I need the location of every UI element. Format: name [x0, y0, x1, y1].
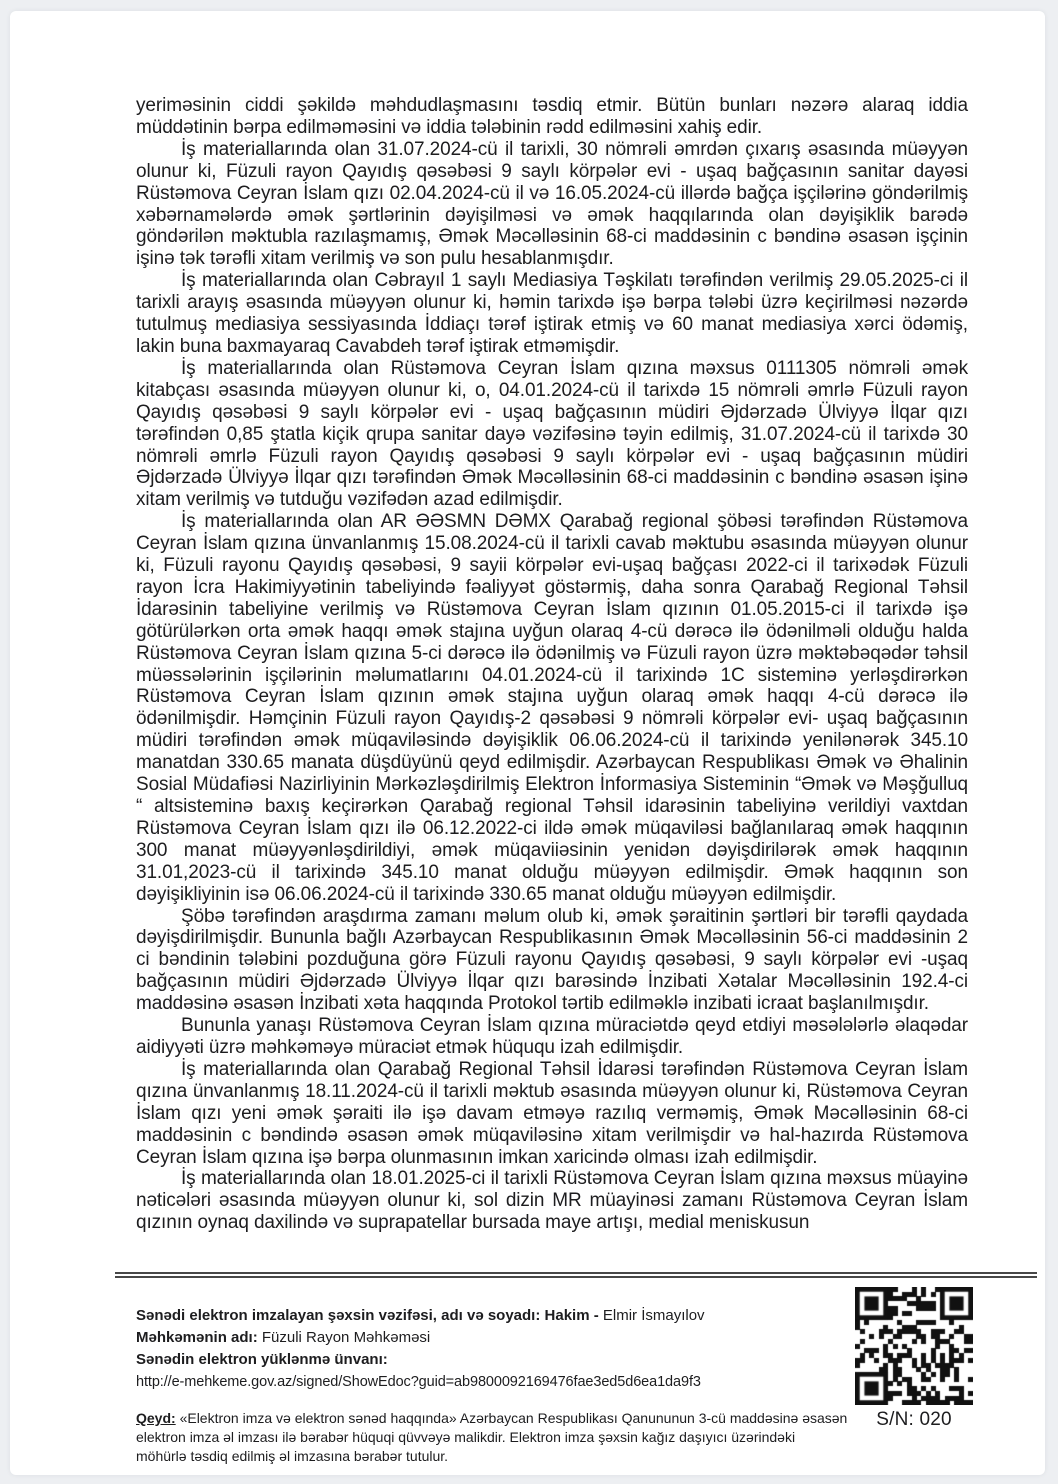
paragraph: İş materiallarında olan AR ƏƏSMN DƏMX Qarabağ regional şöbəsi tərəfindən Rüstəmova Ceyran İslam qızına ünvanlanmış 15.08.2024-cü il tarixli cavab məktubu əsasında müəyyən olunur ki, Füzuli rayonu Qayıdış qəsəbəsi, 9 sayii körpələr evi-uşaq bağçası 2022-ci il tarixədək Füzuli rayon İcra Hakimiyyətinin tabeliyində fəaliyyət göstərmiş, daha sonra Qarabağ Regional Təhsil İdarəsinin tabeliyine verilmiş və Rüstəmova Ceyran İslam qızının 01.05.2015-ci il tarixdə işə götürülərkən orta əmək haqqı əmək stajına uyğun olaraq 4-cü dərəcə ilə ödənilməli olduğu halda Rüstəmova Ceyran İslam qızına 5-ci dərəcə ilə ödənilmiş və Füzuli rayon üzrə məktəbəqədər təhsil müəssələrinin işçilərinin məlumatlarını 04.01.2024-cü il tarixində 1C sisteminə yerləşdirərkən Rüstəmova Ceyran İslam qızının əmək stajına uyğun olaraq əmək haqqı 4-cü dərəcə ilə ödənilmişdir. Həmçinin Füzuli rayon Qayıdış-2 qəsəbəsi 9 nömrəli körpələr evi- uşaq bağçasının müdiri tərəfindən əmək müqaviləsində dəyişiklik 06.06.2024-cü il tarixində yenilənərək 345.10 manatdan 330.65 manata düşdüyünü qeyd edilmişdir. Azərbaycan Respublikası Əmək və Əhalinin Sosial Müdafiəsi Nazirliyinin Mərkəzləşdirilmiş Elektron İnformasiya Sisteminin “Əmək və Məşğulluq “ altsisteminə baxış keçirərkən Qarabağ regional Təhsil idarəsinin tabeliyinə verildiyi vaxtdan Rüstəmova Ceyran İslam qızı ilə 06.12.2022-ci ildə əmək müqaviləsi bağlanılaraq əmək haqqının 300 manat müəyyənləşdirildiyi, əmək müqaviiəsinin yenidən dəyişdirilərək əmək haqqının 31.01,2023-cü il tarixində 345.10 manat olduğu müəyyən edilmişdir. Əmək haqqının son dəyişikliyinin isə 06.06.2024-cü il tarixində 330.65 manat olduğu müəyyən edilmişdir.: [136, 511, 968, 905]
paragraph: Şöbə tərəfindən araşdırma zamanı məlum olub ki, əmək şəraitinin şərtləri bir tərəfli qaydada dəyişdirilmişdir. Bununla bağlı Azərbaycan Respublikasının Əmək Məcəlləsinin 56-ci maddəsinin 2 ci bəndinin tələbini pozduğuna görə Füzuli rayonu Qayıdış qəsəbəsi, 9 saylı körpələr evi -uşaq bağçasının müdiri Əjdərzadə Ülviyyə İlqar qızı barəsində İnzibati Xətalar Məcəlləsinin 192.4-ci maddəsinə əsasən İnzibati xəta haqqında Protokol tərtib edilməklə inzibati icraat başlanılmışdır.: [136, 905, 968, 1015]
note-text: «Elektron imza və elektron sənəd haqqında» Azərbaycan Respublikası Qanununun 3-cü maddəsinə əsasən elektron imza əl imzası ilə bərabər hüquqi qüvvəyə malikdir. Elektron imza şəxsin kağız daşıyıcı üzərindəki möhürlə təsdiq edilmiş əl imzasına bərabər tutulur.: [136, 1410, 848, 1464]
signer-name: Elmir İsmayılov: [602, 1307, 705, 1324]
document-page: [10, 11, 1045, 1475]
document-url: http://e-mehkeme.gov.az/signed/ShowEdoc?guid=ab9800092169476fae3ed5d6ea1da9f3: [136, 1374, 701, 1390]
document-body-text: [136, 95, 968, 1234]
court-label: Məhkəmənin adı:: [136, 1329, 262, 1346]
court-line: [136, 1327, 848, 1349]
signature-block: [136, 1305, 848, 1466]
url-label-line: [136, 1349, 848, 1371]
paragraph: İş materiallarında olan 31.07.2024-cü il tarixli, 30 nömrəli əmrdən çıxarış əsasında müəyyən olunur ki, Füzuli rayon Qayıdış qəsəbəsi 9 saylı körpələr evi - uşaq bağçasının sanitar dayəsi Rüstəmova Ceyran İslam qızı 02.04.2024-cü il və 16.05.2024-cü illərdə bağça işçilərinə göndərilmiş xəbərnamələrdə əmək şərtlərinin dəyişilməsi və əmək haqqılarında olan dəyişiklik barədə göndərilən məktubla razılaşmamış, Əmək Məcəlləsinin 68-ci maddəsinin c bəndinə əsasən işçinin işinə tək tərəfli xitam verilmiş və son pulu hesablanmışdır.: [136, 138, 968, 270]
legal-note: [136, 1409, 848, 1466]
signer-label: Sənədi elektron imzalayan şəxsin vəzifəsi, adı və soyadı: Hakim -: [136, 1307, 603, 1324]
paragraph: İş materiallarında olan Rüstəmova Ceyran İslam qızına məxsus 0111305 nömrəli əmək kitabçası əsasında müəyyən olunur ki, o, 04.01.2024-cü il tarixdə 15 nömrəli əmrlə Füzuli rayon Qayıdış qəsəbəsi 9 saylı körpələr evi - uşaq bağçasının müdiri Əjdərzadə Ülviyyə İlqar qızı tərəfindən 0,85 ştatla kiçik qrupa sanitar dayə vəzifəsinə təyin edilmiş, 31.07.2024-cü il tarixdə 30 nömrəli əmrlə Füzuli rayon Qayıdış qəsəbəsi 9 saylı körpələr evi - uşaq bağçasının müdiri Əjdərzadə Ülviyyə İlqar qızı tərəfindən Əmək Məcəlləsinin 68-ci maddəsinin c bəndinə əsasən işinə xitam verilmiş və tutduğu vəzifədən azad edilmişdir.: [136, 357, 968, 511]
court-name: Füzuli Rayon Məhkəməsi: [261, 1329, 431, 1346]
serial-number: S/N: 020: [876, 1409, 952, 1430]
qr-section: [848, 1287, 980, 1431]
paragraph: İş materiallarında olan Qarabağ Regional Təhsil İdarəsi tərəfindən Rüstəmova Ceyran İslam qızına ünvanlanmış 18.11.2024-cü il tarixli məktub əsasında müəyyən olunur ki, Rüstəmova Ceyran İslam qızı yeni əmək şəraiti ilə işə davam etməyə razılıq verməmiş, Əmək Məcəlləsinin 68-ci maddəsinin c bəndində əsasən əmək müqaviləsinə xitam verilmişdir və hal-hazırda Rüstəmova Ceyran İslam qızına işə bərpa olunmasının imkan xaricində olması izah edilmişdir.: [136, 1058, 968, 1168]
url-label: Sənədin elektron yüklənmə ünvanı:: [136, 1351, 388, 1368]
footer-divider-line: [115, 1272, 1037, 1278]
qr-code-icon: [855, 1287, 973, 1405]
note-label: Qeyd:: [136, 1410, 176, 1426]
paragraph: İş materiallarında olan Cəbrayıl 1 saylı Mediasiya Təşkilatı tərəfindən verilmiş 29.05.2025-ci il tarixli arayış əsasında müəyyən olunur ki, həmin tarixdə işə bərpa tələbi üzrə keçirilməsi nəzərdə tutulmuş mediasiya sessiyasında İddiaçı tərəf iştirak etmiş və 60 manat mediasiya xərci ödəmiş, lakin buna baxmayaraq Cavabdeh tərəf iştirak etməmişdir.: [136, 270, 968, 357]
paragraph: İş materiallarında olan 18.01.2025-ci il tarixli Rüstəmova Ceyran İslam qızına məxsus müayinə nəticələri əsasında müəyyən olunur ki, sol dizin MR müayinəsi zamanı Rüstəmova Ceyran İslam qızının oynaq daxilində və suprapatellar bursada maye artışı, medial meniskusun: [136, 1168, 968, 1234]
paragraph: yeriməsinin ciddi şəkildə məhdudlaşmasını təsdiq etmir. Bütün bunları nəzərə alaraq iddia müddətinin bərpa edilməməsini və iddia tələbinin rədd edilməsini xahiş edir.: [136, 95, 968, 138]
paragraph: Bununla yanaşı Rüstəmova Ceyran İslam qızına müraciətdə qeyd etdiyi məsələlərlə əlaqədar aidiyyəti üzrə məhkəməyə müraciət etmək hüququ izah edilmişdir.: [136, 1015, 968, 1058]
signer-line: [136, 1305, 848, 1327]
